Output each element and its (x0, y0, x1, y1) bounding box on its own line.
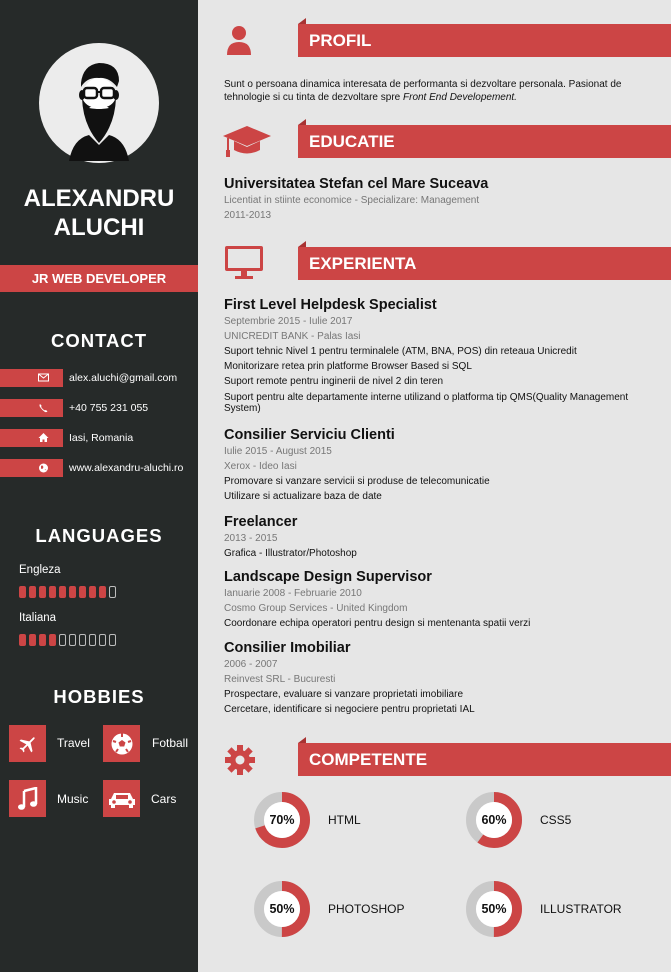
education-entry (224, 175, 664, 223)
website-text[interactable]: www.alexandru-aluchi.ro (69, 462, 184, 474)
language-level-segment (49, 634, 56, 646)
job-duty: Suport tehnic Nivel 1 pentru terminalele (ATM, BNA, POS) din reteaua Unicredit (224, 346, 577, 357)
job-title: Consilier Serviciu Clienti (224, 427, 395, 443)
language-level-english (19, 586, 116, 598)
job-period: 2013 - 2015 (224, 533, 278, 544)
job-duty: Grafica - Illustrator/Photoshop (224, 548, 357, 559)
monitor-icon (224, 244, 264, 280)
job-entry (224, 513, 664, 561)
skill-item (254, 881, 414, 941)
language-level-segment (79, 586, 86, 598)
hobbies-heading: HOBBIES (53, 686, 145, 707)
language-level-segment (39, 634, 46, 646)
job-company: Xerox - Ideo Iasi (224, 461, 297, 472)
language-level-segment (69, 586, 76, 598)
skill-item (254, 792, 414, 852)
last-name: ALUCHI (53, 214, 145, 241)
mail-icon (38, 369, 49, 394)
contact-location (0, 429, 198, 447)
job-company: UNICREDIT BANK - Palas Iasi (224, 331, 361, 342)
language-level-segment (29, 634, 36, 646)
language-level-segment (69, 634, 76, 646)
language-level-segment (59, 634, 66, 646)
hobby-label: Cars (151, 792, 177, 806)
sidebar (0, 0, 198, 972)
language-level-segment (99, 634, 106, 646)
job-period: Septembrie 2015 - Iulie 2017 (224, 316, 353, 327)
skill-percent: 70% (269, 813, 295, 827)
language-level-segment (89, 586, 96, 598)
language-level-segment (109, 586, 116, 598)
language-level-segment (19, 586, 26, 598)
section-header-profile: PROFIL (298, 24, 671, 57)
globe-icon (38, 459, 49, 484)
skill-name: CSS5 (540, 813, 572, 827)
job-company: Cosmo Group Services - United Kingdom (224, 603, 408, 614)
contact-heading: CONTACT (50, 330, 148, 351)
skill-name: PHOTOSHOP (328, 902, 405, 916)
job-duty: Suport remote pentru inginerii de nivel 2 din teren (224, 376, 444, 387)
contact-email[interactable] (0, 369, 198, 387)
job-entry (224, 568, 664, 631)
language-level-segment (79, 634, 86, 646)
graduation-cap-icon (222, 124, 272, 160)
profile-summary (224, 78, 654, 104)
language-name: Italiana (19, 612, 57, 624)
job-period: 2006 - 2007 (224, 659, 278, 670)
language-name: Engleza (19, 564, 61, 576)
skill-percent: 50% (481, 902, 507, 916)
education-years: 2011-2013 (224, 210, 272, 221)
job-duty: Utilizare si actualizare baza de date (224, 491, 382, 502)
car-icon (103, 780, 140, 817)
phone-text: +40 755 231 055 (69, 402, 149, 414)
soccer-ball-icon (103, 725, 140, 762)
job-entry (224, 426, 664, 504)
language-level-segment (19, 634, 26, 646)
job-title: Landscape Design Supervisor (224, 569, 432, 585)
job-entry (224, 639, 664, 717)
job-duty: Cercetare, identificare si negociere pentru proprietati IAL (224, 704, 475, 715)
language-level-segment (89, 634, 96, 646)
job-title: Freelancer (224, 514, 298, 530)
job-duty: Prospectare, evaluare si vanzare proprietati imobiliare (224, 689, 464, 700)
email-text[interactable]: alex.aluchi@gmail.com (69, 372, 178, 384)
job-company: Reinvest SRL - Bucuresti (224, 674, 336, 685)
job-duty: Suport pentru alte departamente interne utilizand o platforma tip QMS(Quality Management System) (224, 392, 629, 414)
gear-icon (224, 744, 256, 776)
contact-website[interactable] (0, 459, 198, 477)
profile-text: Sunt o persoana dinamica interesata de performanta si dezvoltare personala. Pasionat de tehnologie si cu tinta de dezvoltare spre (224, 79, 622, 103)
phone-icon (38, 399, 49, 424)
location-text: Iasi, Romania (69, 432, 134, 444)
person-name (0, 184, 198, 242)
skill-name: ILLUSTRATOR (540, 902, 622, 916)
music-note-icon (9, 780, 46, 817)
skill-item (466, 881, 626, 941)
job-duty: Monitorizare retea prin platforme Browser Based si SQL (224, 361, 472, 372)
job-title: Consilier Imobiliar (224, 640, 351, 656)
job-period: Ianuarie 2008 - Februarie 2010 (224, 588, 362, 599)
skill-percent: 60% (481, 813, 507, 827)
section-header-education: EDUCATIE (298, 125, 671, 158)
contact-phone[interactable] (0, 399, 198, 417)
language-level-segment (59, 586, 66, 598)
user-icon (224, 24, 254, 56)
hobby-label: Fotball (152, 736, 189, 750)
avatar (39, 43, 159, 163)
language-level-segment (49, 586, 56, 598)
section-header-experience: EXPERIENTA (298, 247, 671, 280)
languages-heading: LANGUAGES (35, 525, 163, 546)
airplane-icon (9, 725, 46, 762)
job-role-banner: JR WEB DEVELOPER (0, 265, 198, 292)
language-level-segment (29, 586, 36, 598)
first-name: ALEXANDRU (23, 185, 175, 212)
home-icon (38, 429, 49, 454)
job-duty: Promovare si vanzare servicii si produse de telecomunicatie (224, 476, 490, 487)
profile-text-emphasis: Front End Developement. (403, 92, 517, 103)
job-entry (224, 296, 664, 414)
hobby-label: Music (57, 792, 89, 806)
job-period: Iulie 2015 - August 2015 (224, 446, 332, 457)
bearded-man-icon (39, 43, 159, 163)
language-level-segment (39, 586, 46, 598)
language-level-segment (109, 634, 116, 646)
school-name: Universitatea Stefan cel Mare Suceava (224, 176, 489, 192)
language-level-italian (19, 634, 116, 646)
language-level-segment (99, 586, 106, 598)
skill-item (466, 792, 626, 852)
degree: Licentiat in stiinte economice - Specializare: Management (224, 195, 480, 206)
section-header-skills: COMPETENTE (298, 743, 671, 776)
hobby-label: Travel (57, 736, 90, 750)
job-title: First Level Helpdesk Specialist (224, 297, 437, 313)
skill-percent: 50% (269, 902, 295, 916)
job-duty: Coordonare echipa operatori pentru design si mentenanta spatii verzi (224, 618, 531, 629)
skill-name: HTML (328, 813, 361, 827)
